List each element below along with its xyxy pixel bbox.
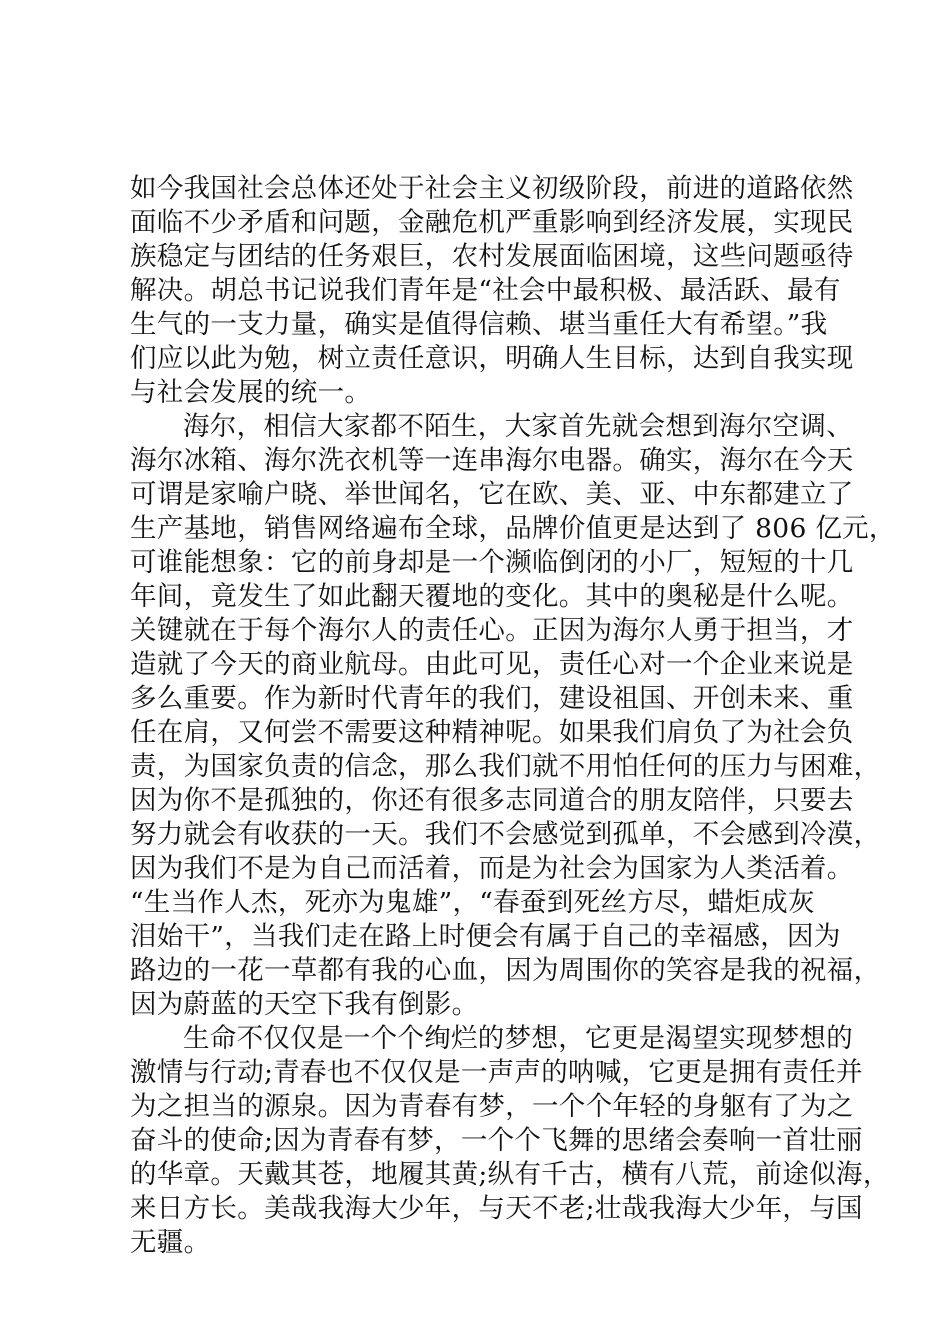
paragraph-1	[130, 172, 854, 410]
text-line: 无疆。	[130, 1227, 211, 1258]
text-line: 因为蔚蓝的天空下我有倒影。	[130, 989, 479, 1020]
text-line: 可谁能想象：它的前身却是一个濒临倒闭的小厂，短短的十几	[130, 547, 854, 578]
paragraph-2	[130, 410, 896, 1022]
text-line: 造就了今天的商业航母。由此可见，责任心对一个企业来说是	[130, 649, 854, 680]
text-line: 解决。胡总书记说我们青年是“社会中最积极、最活跃、最有	[130, 275, 841, 306]
text-line: 生产基地，销售网络遍布全球，品牌价值更是达到了 806 亿元，	[130, 513, 896, 544]
text-line: 路边的一花一草都有我的心血，因为周围你的笑容是我的祝福，	[130, 955, 881, 986]
document-body	[130, 172, 896, 1260]
text-line: 努力就会有收获的一天。我们不会感觉到孤单，不会感到冷漠，	[130, 819, 881, 850]
text-line: 面临不少矛盾和问题，金融危机严重影响到经济发展，实现民	[130, 207, 854, 238]
text-line: 泪始干”，当我们走在路上时便会有属于自己的幸福感，因为	[130, 921, 841, 952]
paragraph-3	[130, 1022, 890, 1260]
text-line: 如今我国社会总体还处于社会主义初级阶段，前进的道路依然	[130, 173, 854, 204]
text-line: 海尔冰箱、海尔洗衣机等一连串海尔电器。确实，海尔在今天	[130, 445, 854, 476]
text-line: 任在肩，又何尝不需要这种精神呢。如果我们肩负了为社会负	[130, 717, 854, 748]
text-line: 生气的一支力量，确实是值得信赖、堪当重任大有希望。”我	[130, 309, 828, 340]
text-line: 族稳定与团结的任务艰巨，农村发展面临困境，这些问题亟待	[130, 241, 854, 272]
text-line: 因为我们不是为自己而活着，而是为社会为国家为人类活着。	[130, 853, 854, 884]
text-line: “生当作人杰，死亦为鬼雄”，“春蚕到死丝方尽，蜡炬成灰	[130, 887, 815, 918]
text-line: 与社会发展的统一。	[130, 377, 372, 408]
text-line: 年间，竟发生了如此翻天覆地的变化。其中的奥秘是什么呢。	[130, 581, 854, 612]
text-line: 激情与行动;青春也不仅仅是一声声的呐喊，它更是拥有责任并	[130, 1057, 863, 1088]
text-line: 关键就在于每个海尔人的责任心。正因为海尔人勇于担当，才	[130, 615, 854, 646]
text-line: 可谓是家喻户晓、举世闻名，它在欧、美、亚、中东都建立了	[130, 479, 854, 510]
text-line: 为之担当的源泉。因为青春有梦，一个个年轻的身躯有了为之	[130, 1091, 854, 1122]
text-line: 的华章。天戴其苍，地履其黄;纵有千古，横有八荒，前途似海，	[130, 1159, 890, 1190]
text-line: 生命不仅仅是一个个绚烂的梦想，它更是渴望实现梦想的	[183, 1023, 853, 1054]
text-line: 因为你不是孤独的，你还有很多志同道合的朋友陪伴，只要去	[130, 785, 854, 816]
text-line: 来日方长。美哉我海大少年，与天不老;壮哉我海大少年，与国	[130, 1193, 863, 1224]
text-line: 海尔，相信大家都不陌生，大家首先就会想到海尔空调、	[183, 411, 853, 442]
text-line: 多么重要。作为新时代青年的我们，建设祖国、开创未来、重	[130, 683, 854, 714]
text-line: 责，为国家负责的信念，那么我们就不用怕任何的压力与困难，	[130, 751, 881, 782]
text-line: 奋斗的使命;因为青春有梦，一个个飞舞的思绪会奏响一首壮丽	[130, 1125, 863, 1156]
text-line: 们应以此为勉，树立责任意识，明确人生目标，达到自我实现	[130, 343, 854, 374]
